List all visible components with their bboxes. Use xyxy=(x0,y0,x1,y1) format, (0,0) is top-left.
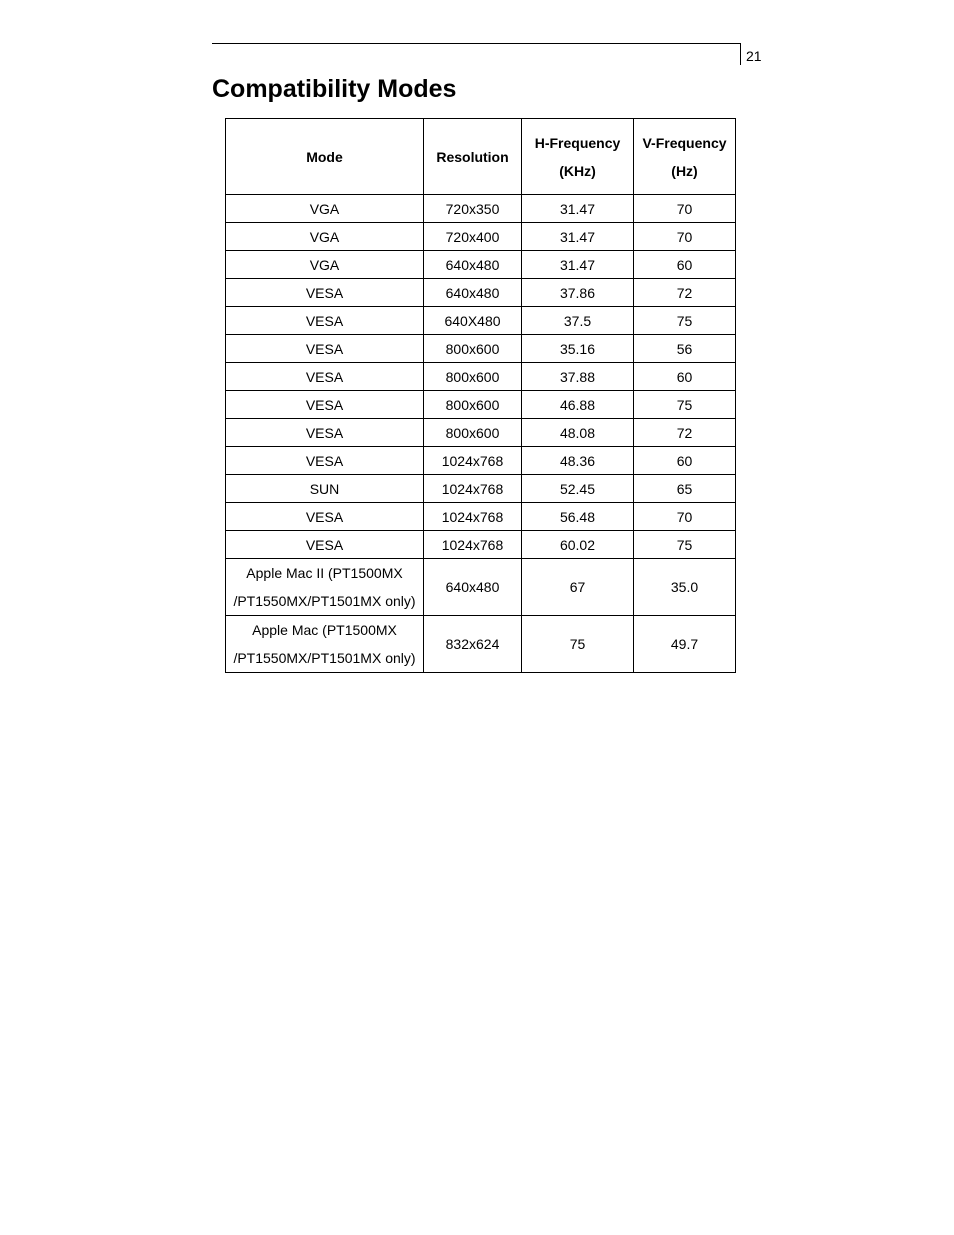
cell-v-frequency: 72 xyxy=(634,279,736,307)
cell-h-frequency: 48.36 xyxy=(522,447,634,475)
cell-mode xyxy=(226,307,424,335)
cell-resolution: 640X480 xyxy=(424,307,522,335)
cell-mode-line: SUN xyxy=(309,480,340,497)
table-row xyxy=(226,391,736,419)
cell-mode xyxy=(226,363,424,391)
cell-v-frequency: 49.7 xyxy=(634,616,736,673)
cell-h-frequency: 37.88 xyxy=(522,363,634,391)
table-row xyxy=(226,419,736,447)
cell-resolution: 1024x768 xyxy=(424,531,522,559)
cell-mode-line: VESA xyxy=(305,452,344,469)
cell-h-frequency: 46.88 xyxy=(522,391,634,419)
cell-mode-line: VESA xyxy=(305,368,344,385)
cell-h-frequency: 75 xyxy=(522,616,634,673)
cell-mode xyxy=(226,279,424,307)
table-row xyxy=(226,363,736,391)
cell-h-frequency: 48.08 xyxy=(522,419,634,447)
cell-resolution: 800x600 xyxy=(424,419,522,447)
header-divider xyxy=(740,43,741,65)
cell-resolution: 800x600 xyxy=(424,391,522,419)
cell-mode-line: VESA xyxy=(305,536,344,553)
cell-mode xyxy=(226,223,424,251)
cell-v-frequency: 72 xyxy=(634,419,736,447)
cell-v-frequency: 35.0 xyxy=(634,559,736,616)
cell-mode-line: VESA xyxy=(305,508,344,525)
table-row xyxy=(226,223,736,251)
cell-h-frequency: 67 xyxy=(522,559,634,616)
cell-mode-line: VESA xyxy=(305,312,344,329)
cell-h-frequency: 56.48 xyxy=(522,503,634,531)
header-v-frequency-unit: (Hz) xyxy=(671,162,698,179)
cell-v-frequency: 70 xyxy=(634,503,736,531)
cell-v-frequency: 60 xyxy=(634,251,736,279)
cell-mode xyxy=(226,335,424,363)
cell-v-frequency: 60 xyxy=(634,363,736,391)
cell-mode xyxy=(226,616,424,673)
cell-v-frequency: 70 xyxy=(634,195,736,223)
cell-mode-line: /PT1550MX/PT1501MX only) xyxy=(233,650,416,666)
cell-v-frequency: 75 xyxy=(634,307,736,335)
table-row xyxy=(226,616,736,673)
cell-resolution: 720x400 xyxy=(424,223,522,251)
table-row xyxy=(226,475,736,503)
cell-resolution: 1024x768 xyxy=(424,475,522,503)
header-h-frequency-unit: (KHz) xyxy=(559,162,596,179)
table-row xyxy=(226,307,736,335)
cell-h-frequency: 31.47 xyxy=(522,195,634,223)
cell-v-frequency: 70 xyxy=(634,223,736,251)
cell-h-frequency: 31.47 xyxy=(522,223,634,251)
cell-v-frequency: 60 xyxy=(634,447,736,475)
cell-h-frequency: 37.86 xyxy=(522,279,634,307)
cell-mode-line: /PT1550MX/PT1501MX only) xyxy=(233,593,416,609)
cell-mode xyxy=(226,391,424,419)
cell-resolution: 800x600 xyxy=(424,335,522,363)
table-row xyxy=(226,335,736,363)
cell-mode-line: VESA xyxy=(305,396,344,413)
cell-v-frequency: 65 xyxy=(634,475,736,503)
cell-h-frequency: 52.45 xyxy=(522,475,634,503)
cell-mode-line: Apple Mac II (PT1500MX xyxy=(246,565,403,581)
cell-h-frequency: 35.16 xyxy=(522,335,634,363)
cell-mode-line: VESA xyxy=(305,340,344,357)
cell-h-frequency: 60.02 xyxy=(522,531,634,559)
cell-mode-line: VESA xyxy=(305,284,344,301)
cell-resolution: 832x624 xyxy=(424,616,522,673)
cell-mode xyxy=(226,531,424,559)
header-resolution: Resolution xyxy=(424,119,522,195)
cell-mode xyxy=(226,251,424,279)
cell-h-frequency: 31.47 xyxy=(522,251,634,279)
cell-v-frequency: 56 xyxy=(634,335,736,363)
cell-resolution: 640x480 xyxy=(424,559,522,616)
table-row xyxy=(226,531,736,559)
table-body xyxy=(226,195,736,673)
table-row xyxy=(226,195,736,223)
cell-mode xyxy=(226,447,424,475)
cell-v-frequency: 75 xyxy=(634,391,736,419)
compatibility-modes-table xyxy=(225,118,736,673)
cell-mode-line: Apple Mac (PT1500MX xyxy=(252,622,397,638)
cell-mode xyxy=(226,503,424,531)
table-row xyxy=(226,251,736,279)
cell-resolution: 640x480 xyxy=(424,251,522,279)
header-v-frequency xyxy=(634,119,736,195)
cell-v-frequency: 75 xyxy=(634,531,736,559)
cell-mode-line: VESA xyxy=(305,424,344,441)
header-v-frequency-label: V-Frequency xyxy=(642,134,727,151)
cell-mode-line: VGA xyxy=(309,228,340,245)
cell-mode xyxy=(226,475,424,503)
cell-mode xyxy=(226,559,424,616)
cell-resolution: 800x600 xyxy=(424,363,522,391)
cell-mode-line: VGA xyxy=(309,200,340,217)
cell-resolution: 640x480 xyxy=(424,279,522,307)
table-header-row xyxy=(226,119,736,195)
header-mode: Mode xyxy=(226,119,424,195)
cell-resolution: 1024x768 xyxy=(424,503,522,531)
table-row xyxy=(226,279,736,307)
cell-mode xyxy=(226,419,424,447)
cell-h-frequency: 37.5 xyxy=(522,307,634,335)
table-row xyxy=(226,447,736,475)
table-row xyxy=(226,503,736,531)
page-title: Compatibility Modes xyxy=(212,75,457,103)
header-h-frequency xyxy=(522,119,634,195)
cell-resolution: 720x350 xyxy=(424,195,522,223)
page-number: 21 xyxy=(746,48,762,64)
table-row xyxy=(226,559,736,616)
cell-mode-line: VGA xyxy=(309,256,340,273)
header-rule xyxy=(212,43,740,44)
cell-mode xyxy=(226,195,424,223)
cell-resolution: 1024x768 xyxy=(424,447,522,475)
header-h-frequency-label: H-Frequency xyxy=(534,134,621,151)
